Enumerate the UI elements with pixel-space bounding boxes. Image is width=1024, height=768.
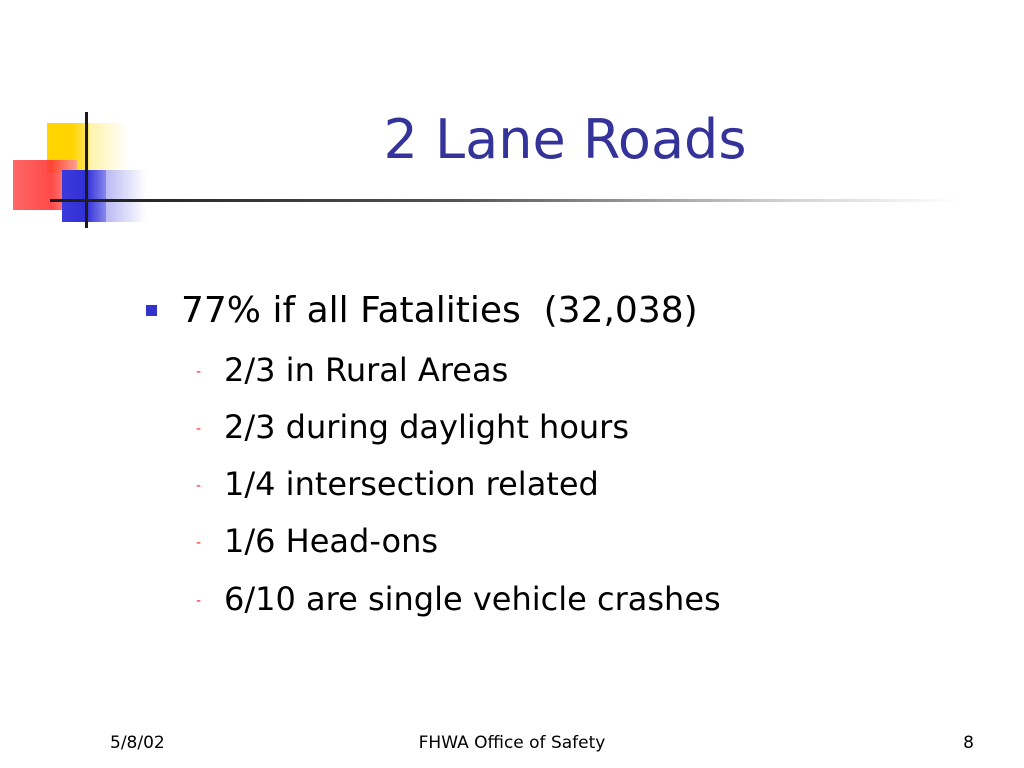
dash-bullet-icon: - [196,535,202,551]
dash-bullet-icon: - [196,364,202,380]
sub-bullet-text: 2/3 in Rural Areas [224,351,509,389]
slide-number: 8 [963,733,974,753]
sub-bullet-text: 2/3 during daylight hours [224,408,629,446]
dash-bullet-icon: - [196,593,202,609]
main-bullet-text: 77% if all Fatalities (32,038) [181,289,698,331]
square-bullet-icon [146,305,157,316]
slide-title: 2 Lane Roads [383,108,747,171]
sub-bullet [196,575,721,623]
dash-bullet-icon: - [196,478,202,494]
sub-bullet-text: 1/4 intersection related [224,465,599,503]
sub-bullet [196,517,438,565]
sub-bullet [196,346,508,394]
dash-bullet-icon: - [196,421,202,437]
sub-bullet [196,403,629,451]
sub-bullet-text: 6/10 are single vehicle crashes [224,580,721,618]
footer-date: 5/8/02 [110,733,165,753]
sub-bullet [196,460,599,508]
sub-bullet-text: 1/6 Head-ons [224,522,439,560]
footer-organization: FHWA Office of Safety [418,733,606,753]
main-bullet [146,282,698,338]
